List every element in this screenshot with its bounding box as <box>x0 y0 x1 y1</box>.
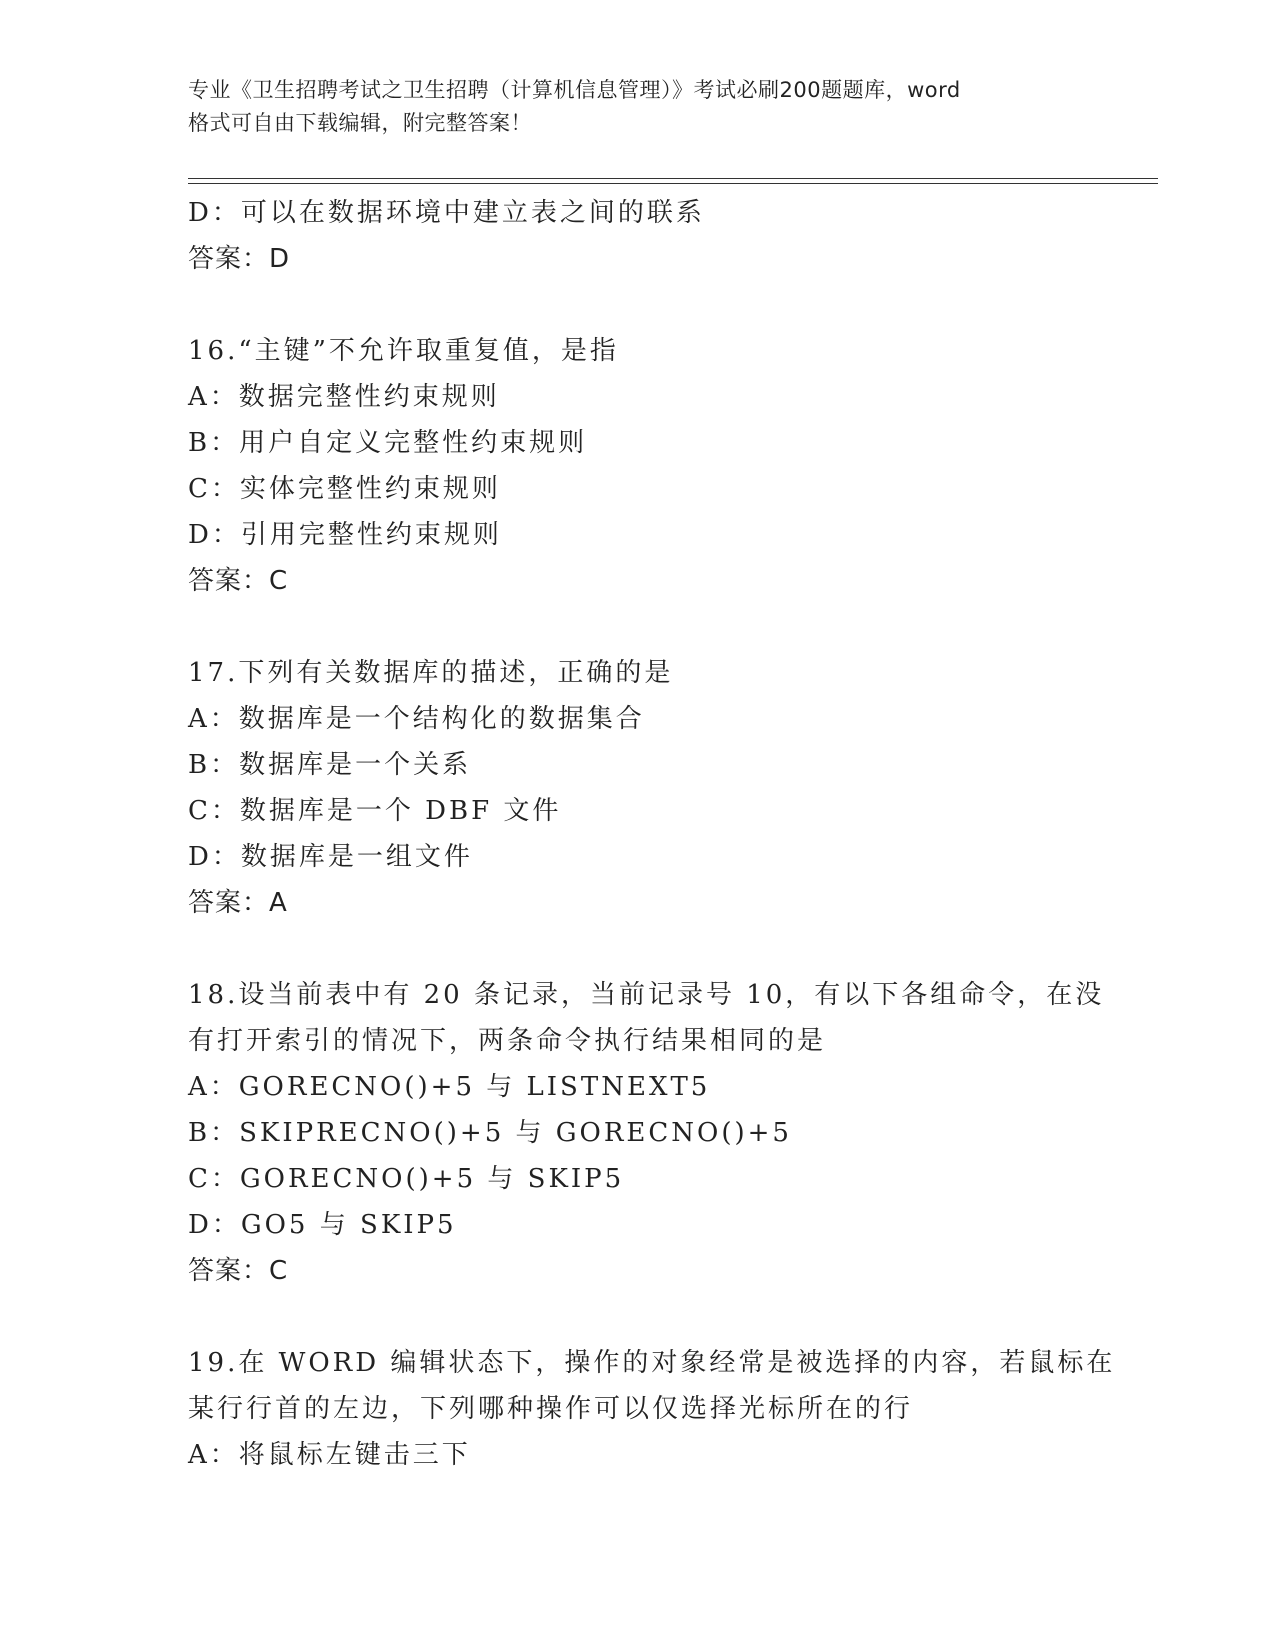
option-c: C：数据库是一个 DBF 文件 <box>188 796 562 826</box>
prev-question-option-d: D：可以在数据环境中建立表之间的联系 <box>188 198 705 228</box>
answer: 答案：A <box>188 888 288 918</box>
option-d: D：数据库是一组文件 <box>188 842 473 872</box>
option-b: B：用户自定义完整性约束规则 <box>188 428 588 458</box>
spacer <box>188 926 1138 972</box>
option-a: A：数据库是一个结构化的数据集合 <box>188 704 645 734</box>
option-d: D：GO5 与 SKIP5 <box>188 1210 457 1240</box>
answer: 答案：C <box>188 566 289 596</box>
question-stem-line-1: 19.在 WORD 编辑状态下，操作的对象经常是被选择的内容，若鼠标在 <box>188 1348 1116 1378</box>
option-a: A：将鼠标左键击三下 <box>188 1440 471 1470</box>
prev-question-answer: 答案：D <box>188 244 291 274</box>
header-divider-top <box>188 178 1158 179</box>
spacer <box>188 604 1138 650</box>
option-a: A：数据完整性约束规则 <box>188 382 500 412</box>
spacer <box>188 282 1138 328</box>
spacer <box>188 1294 1138 1340</box>
header-divider-bottom <box>188 183 1158 184</box>
option-b: B：数据库是一个关系 <box>188 750 472 780</box>
option-a: A：GORECNO()+5 与 LISTNEXT5 <box>188 1072 711 1102</box>
answer: 答案：C <box>188 1256 289 1286</box>
option-c: C：GORECNO()+5 与 SKIP5 <box>188 1164 625 1194</box>
option-c: C：实体完整性约束规则 <box>188 474 501 504</box>
header-line-2: 格式可自由下载编辑，附完整答案！ <box>188 111 532 135</box>
question-18 <box>188 972 1138 1294</box>
question-19 <box>188 1340 1138 1478</box>
question-stem: 16.“主键”不允许取重复值，是指 <box>188 336 619 366</box>
option-d: D：引用完整性约束规则 <box>188 520 502 550</box>
question-stem-line-1: 18.设当前表中有 20 条记录，当前记录号 10，有以下各组命令，在没 <box>188 980 1105 1010</box>
question-stem: 17.下列有关数据库的描述，正确的是 <box>188 658 674 688</box>
question-stem-line-2: 某行行首的左边，下列哪种操作可以仅选择光标所在的行 <box>188 1394 914 1424</box>
question-16 <box>188 328 1138 604</box>
document-header <box>188 74 1088 140</box>
document-body <box>188 190 1138 1478</box>
question-17 <box>188 650 1138 926</box>
option-b: B：SKIPRECNO()+5 与 GORECNO()+5 <box>188 1118 792 1148</box>
header-line-1: 专业《卫生招聘考试之卫生招聘（计算机信息管理）》考试必刷200题题库，word <box>188 78 961 102</box>
question-stem-line-2: 有打开索引的情况下，两条命令执行结果相同的是 <box>188 1026 827 1056</box>
